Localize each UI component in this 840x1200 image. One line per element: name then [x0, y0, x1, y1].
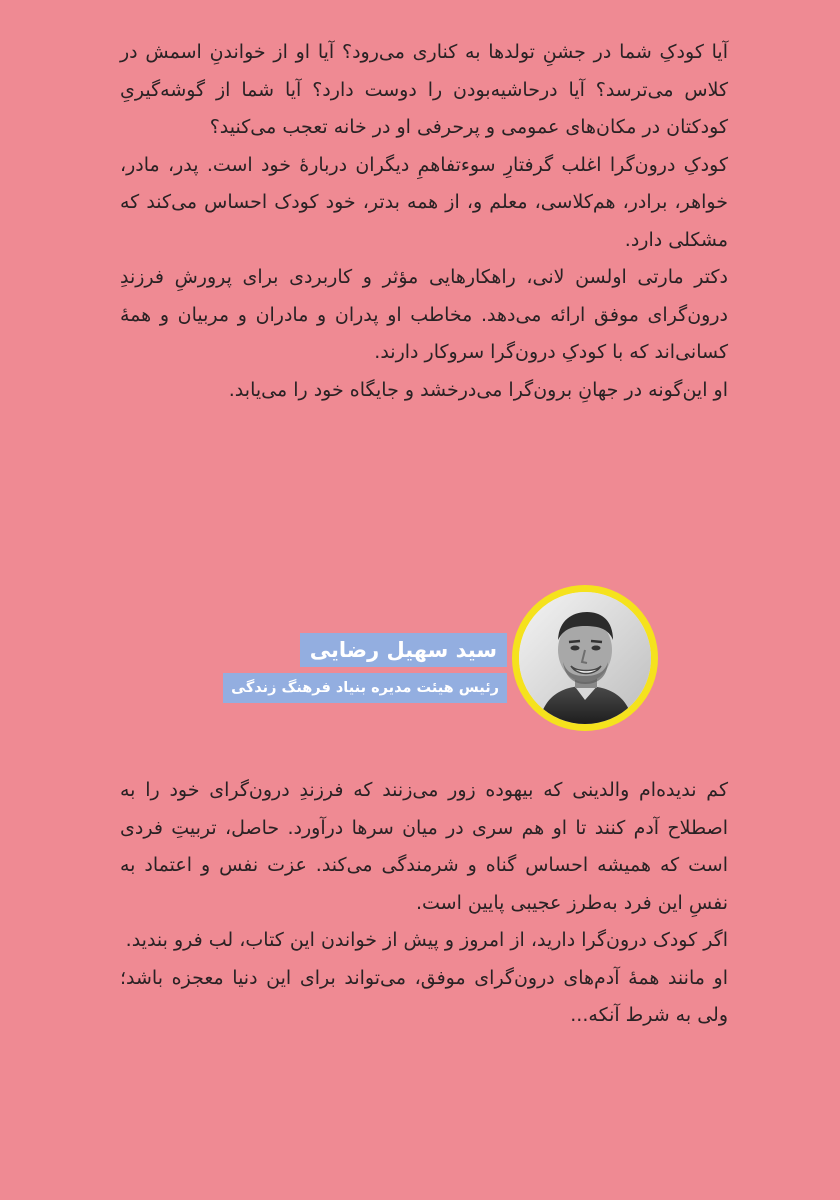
intro-text [120, 34, 728, 409]
author-portrait [512, 585, 658, 731]
endorsement-paragraph: او مانند همهٔ آدم‌های درون‌گرای موفق، می‌تواند برای این دنیا معجزه باشد؛ ولی به شرط آنکه... [120, 966, 728, 1026]
author-name: سید سهیل رضایی [300, 633, 507, 667]
endorsement-paragraph: کم ندیده‌ام والدینی که بیهوده زور می‌زنند که فرزندِ درون‌گرای خود را به اصطلاح آدم کنند تا او هم سری در میان سرها درآورد. حاصل، تربیتِ فردی است که همیشه احساس گناه و شرمندگی می‌کند. عزت نفس و اعتماد به نفسِ این فرد به‌طرز عجیبی پایین است. [120, 779, 728, 914]
intro-paragraph: کودکِ درون‌گرا اغلب گرفتارِ سوءتفاهمِ دیگران دربارهٔ خود است. پدر، مادر، خواهر، برادر، هم‌کلاسی، معلم و، از همه بدتر، خود کودک احساس می‌کند که مشکلی دارد. [120, 153, 728, 251]
intro-paragraph: آیا کودکِ شما در جشنِ تولدها به کناری می‌رود؟ آیا او از خواندنِ اسمش در کلاس می‌ترسد؟ آیا درحاشیه‌بودن را دوست دارد؟ آیا شما از گوشه‌گیریِ کودکتان در مکان‌های عمومی و پرحرفی او در خانه تعجب می‌کنید؟ [120, 41, 728, 138]
intro-paragraph: دکتر مارتی اولسن لانی، راهکارهایی مؤثر و کاربردی برای پرورشِ فرزندِ درون‌گرای موفق ارائه می‌دهد. مخاطب او پدران و مادران و مربیان و همهٔ کسانی‌اند که با کودکِ درون‌گرا سروکار دارند. [120, 266, 728, 363]
endorsement-paragraph: اگر کودک درون‌گرا دارید، از امروز و پیش از خواندن این کتاب، لب فرو بندید. [125, 929, 728, 951]
intro-paragraph: او این‌گونه در جهانِ برون‌گرا می‌درخشد و جایگاه خود را می‌یابد. [228, 378, 728, 401]
author-photo-icon [519, 592, 651, 724]
endorsement-text [120, 772, 728, 1035]
author-role: رئیس هیئت مدیره بنیاد فرهنگ زندگی [223, 673, 507, 703]
